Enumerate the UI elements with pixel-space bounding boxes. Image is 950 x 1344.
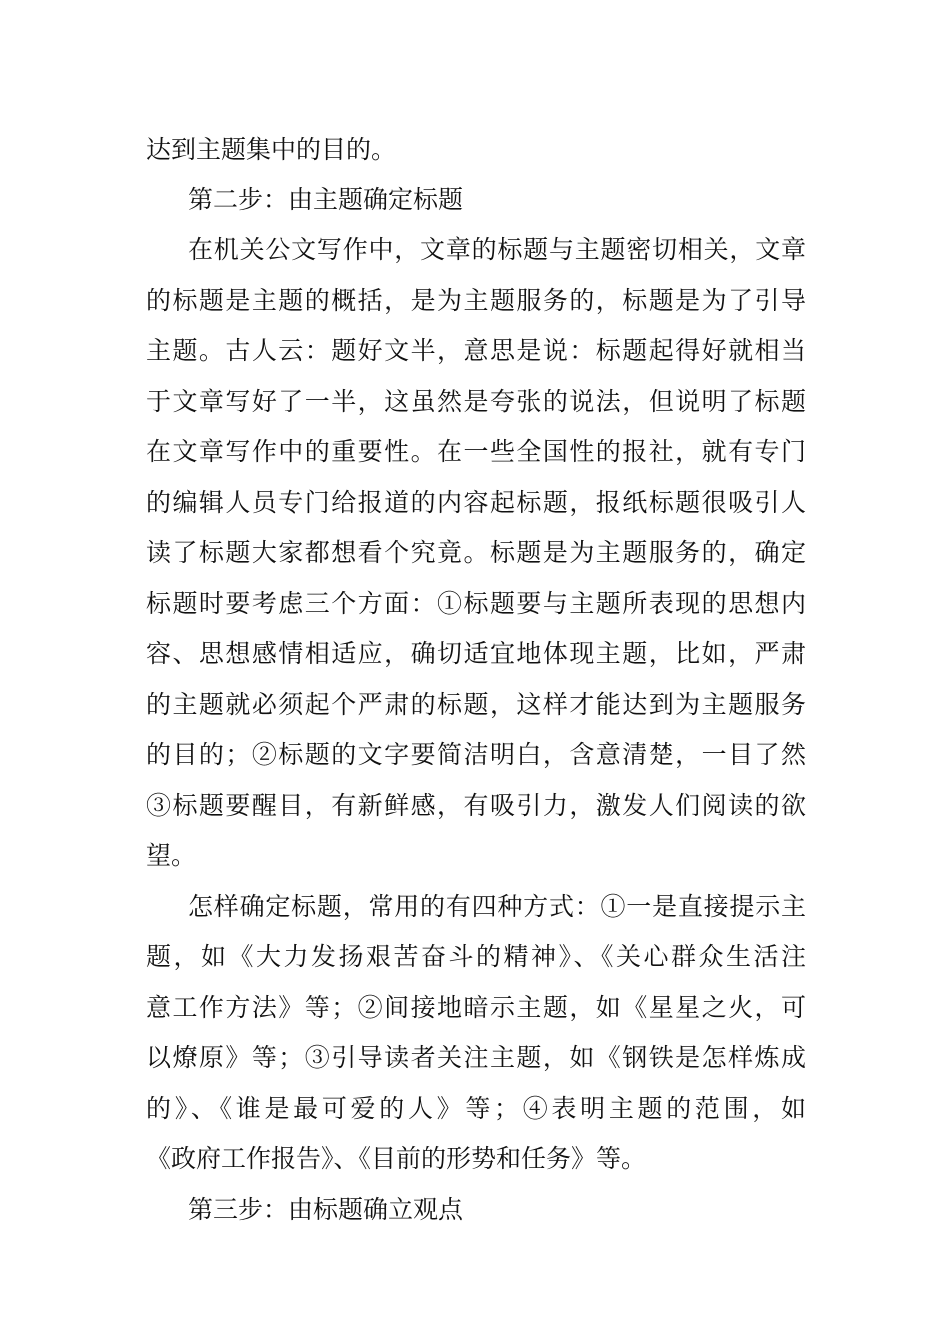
paragraph-line: 的目的；②标题的文字要简洁明白，含意清楚，一目了然 <box>146 740 806 769</box>
paragraph-line: 在机关公文写作中，文章的标题与主题密切相关，文章 <box>188 235 806 264</box>
paragraph-line: 的》、《谁是最可爱的人》等；④表明主题的范围，如 <box>146 1094 806 1123</box>
paragraph-line-end: 望。 <box>146 841 197 870</box>
paragraph-line: 以燎原》等；③引导读者关注主题，如《钢铁是怎样炼成 <box>146 1043 806 1072</box>
paragraph-line: 容、思想感情相适应，确切适宜地体现主题，比如，严肃 <box>146 639 806 668</box>
section-heading-step-two: 第二步：由主题确定标题 <box>188 185 464 214</box>
paragraph-line: 的主题就必须起个严肃的标题，这样才能达到为主题服务 <box>146 690 806 719</box>
paragraph-continuation-line: 达到主题集中的目的。 <box>146 135 397 164</box>
paragraph-line: 意工作方法》等；②间接地暗示主题，如《星星之火，可 <box>146 993 806 1022</box>
paragraph-line: 的编辑人员专门给报道的内容起标题，报纸标题很吸引人 <box>146 488 806 517</box>
paragraph-line: 的标题是主题的概括，是为主题服务的，标题是为了引导 <box>146 286 806 315</box>
paragraph-line: 题，如《大力发扬艰苦奋斗的精神》、《关心群众生活注 <box>146 942 806 971</box>
paragraph-line: 于文章写好了一半，这虽然是夸张的说法，但说明了标题 <box>146 387 806 416</box>
section-heading-step-three: 第三步：由标题确立观点 <box>188 1195 464 1224</box>
paragraph-line: 标题时要考虑三个方面：①标题要与主题所表现的思想内 <box>146 589 806 618</box>
paragraph-line: ③标题要醒目，有新鲜感，有吸引力，激发人们阅读的欲 <box>146 791 806 820</box>
paragraph-line: 在文章写作中的重要性。在一些全国性的报社，就有专门 <box>146 437 806 466</box>
paragraph-line: 怎样确定标题，常用的有四种方式：①一是直接提示主 <box>188 892 806 921</box>
paragraph-line: 读了标题大家都想看个究竟。标题是为主题服务的，确定 <box>146 538 806 567</box>
paragraph-line-end: 《政府工作报告》、《目前的形势和任务》等。 <box>146 1144 647 1173</box>
paragraph-line: 主题。古人云：题好文半，意思是说：标题起得好就相当 <box>146 336 806 365</box>
